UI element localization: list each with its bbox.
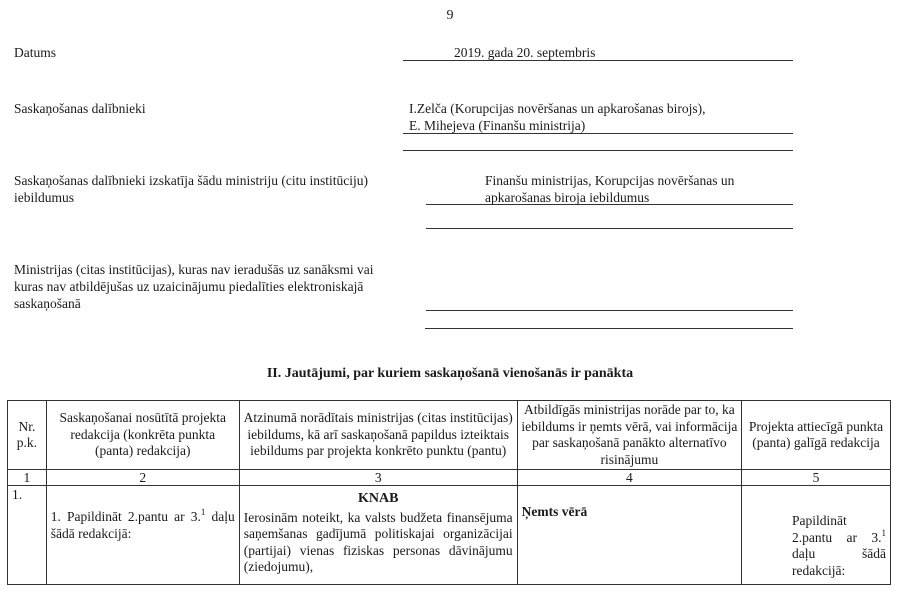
objections-value bbox=[485, 172, 734, 206]
table-row bbox=[8, 486, 891, 585]
absent-ministries-label bbox=[14, 261, 374, 312]
draft-text-start: 1. Papildināt 2.pantu ar 3. bbox=[50, 509, 201, 524]
column-number: 1 bbox=[8, 470, 47, 486]
table-header-row bbox=[8, 401, 891, 470]
header-draft-text: Saskaņošanai nosūtītā projekta redakcija (konkrēta punkta (panta) redakcija) bbox=[46, 401, 239, 470]
participant-line-2: E. Mihejeva (Finanšu ministrija) bbox=[409, 118, 586, 133]
column-number: 4 bbox=[517, 470, 741, 486]
absent-label-line-3: saskaņošanā bbox=[14, 296, 81, 311]
absent-underline-2 bbox=[425, 328, 793, 329]
participant-line-1: I.Zelča (Korupcijas novēršanas un apkarošanas birojs), bbox=[409, 101, 706, 116]
date-value: 2019. gada 20. septembris bbox=[454, 45, 596, 60]
header-response: Atbildīgās ministrijas norāde par to, ka iebildums ir ņemts vērā, vai informācija par saskaņošanā panākto alternatīvo risinājumu bbox=[517, 401, 741, 470]
final-text-end: daļu šādā redakcijā: bbox=[792, 546, 886, 578]
objections-underline-2 bbox=[426, 228, 793, 229]
row-response bbox=[517, 486, 741, 585]
header-final-text: Projekta attiecīgā punkta (panta) galīgā redakcija bbox=[742, 401, 891, 470]
participants-underline-2 bbox=[403, 150, 793, 151]
objections-value-line-2: apkarošanas biroja iebildumus bbox=[485, 190, 650, 205]
header-nr: Nr. p.k. bbox=[8, 401, 47, 470]
agreement-table bbox=[7, 400, 891, 585]
header-objection: Atzinumā norādītais ministrijas (citas institūcijas) iebildums, kā arī saskaņošanā papildus izteiktais iebildums par projekta konkrēto punktu (pantu) bbox=[239, 401, 517, 470]
page-number: 9 bbox=[446, 8, 454, 23]
row-nr-value: 1. bbox=[12, 487, 23, 502]
objections-value-line-1: Finanšu ministrijas, Korupcijas novēršanas un bbox=[485, 173, 735, 188]
absent-underline-1 bbox=[426, 310, 793, 311]
participants-label: Saskaņošanas dalībnieki bbox=[14, 101, 146, 116]
section-title: II. Jautājumi, par kuriem saskaņošanā vienošanās ir panākta bbox=[266, 366, 634, 381]
objections-label-line-1: Saskaņošanas dalībnieki izskatīja šādu ministriju (citu institūciju) bbox=[14, 173, 368, 188]
objections-label-line-2: iebildumus bbox=[14, 190, 74, 205]
date-label: Datums bbox=[14, 45, 56, 60]
objections-label bbox=[14, 172, 368, 206]
date-underline bbox=[403, 60, 793, 61]
final-text bbox=[792, 513, 886, 579]
column-number: 5 bbox=[742, 470, 891, 486]
final-superscript: 1 bbox=[881, 527, 886, 538]
participants-underline-1 bbox=[403, 133, 793, 134]
response-text: Ņemts vērā bbox=[521, 504, 588, 519]
absent-label-line-1: Ministrijas (citas institūcijas), kuras nav ieradušās uz sanāksmi vai bbox=[14, 262, 374, 277]
row-nr bbox=[8, 486, 47, 585]
objection-author: KNAB bbox=[357, 491, 399, 506]
draft-superscript: 1 bbox=[200, 507, 206, 517]
objections-underline-1 bbox=[426, 204, 793, 205]
row-objection bbox=[239, 486, 517, 585]
absent-label-line-2: kuras nav atbildējušas uz uzaicinājumu piedalīties elektroniskajā bbox=[14, 279, 364, 294]
column-number-row bbox=[8, 470, 891, 486]
objection-text: Ierosinām noteikt, ka valsts budžeta finansējuma saņemšanas gadījumā politiskajai organizācijai (partijai) vienas fiziskas personas dāvinājumu (ziedojumu), bbox=[243, 509, 513, 574]
column-number: 2 bbox=[46, 470, 239, 486]
column-number: 3 bbox=[239, 470, 517, 486]
draft-text bbox=[51, 509, 235, 542]
row-draft-text bbox=[46, 486, 239, 585]
row-final-text bbox=[742, 486, 891, 585]
final-text-start: Papildināt 2.pantu ar 3. bbox=[792, 513, 882, 545]
draft-text-end: daļu šādā redakcijā: bbox=[50, 509, 235, 541]
